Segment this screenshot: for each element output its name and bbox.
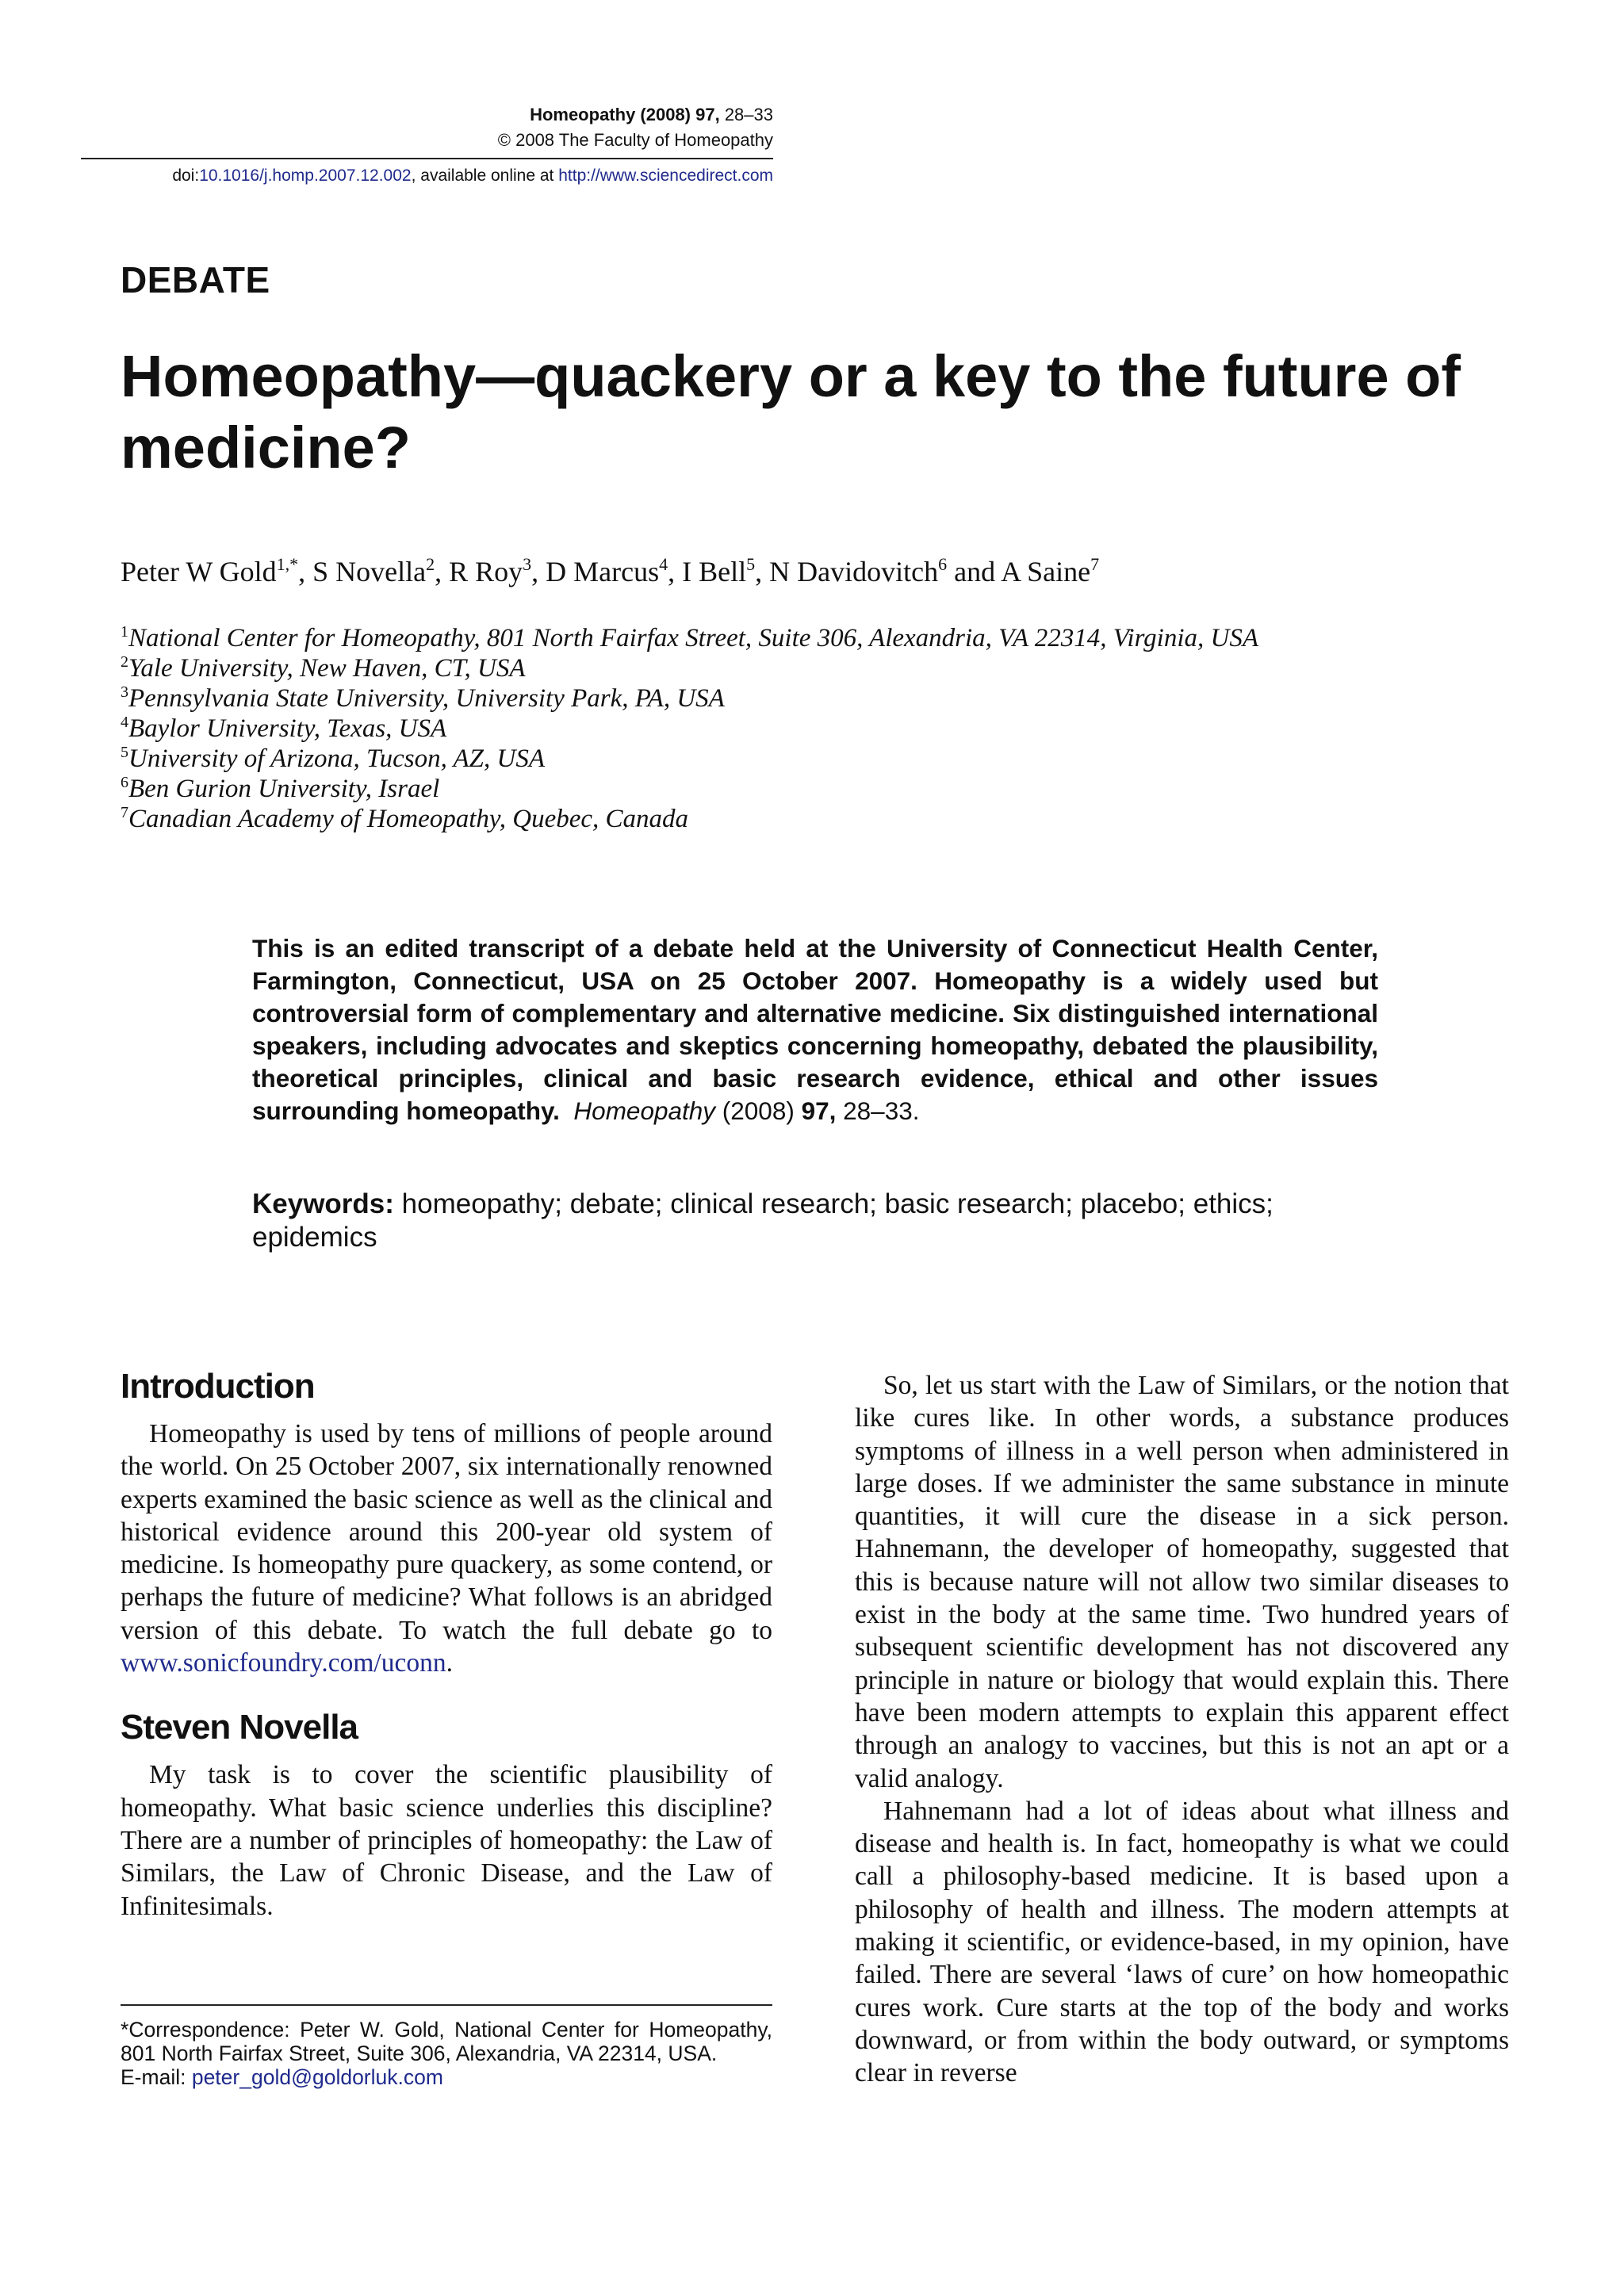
keywords-label: Keywords:: [252, 1188, 394, 1219]
novella-paragraph: My task is to cover the scientific plausibility of homeopathy. What basic science underlies this discipline? There are a number of principles of homeopathy: the Law of Similars, the Law of Chronic Disease, and the Law of Infinitesimals.: [121, 1760, 772, 1921]
affiliation-number: 4: [121, 714, 128, 731]
right-column: [855, 1369, 1509, 2090]
copyright-symbol: ©: [497, 130, 511, 150]
introduction-heading: Introduction: [121, 1367, 315, 1406]
author-affiliation-marker: 7: [1090, 554, 1100, 574]
correspondence-footnote: [121, 2018, 772, 2089]
introduction-paragraph: [121, 1418, 772, 1679]
section-label: DEBATE: [121, 259, 270, 300]
copyright-line: [498, 130, 773, 151]
author-name: S Novella: [312, 556, 427, 587]
affiliation-list: [121, 623, 1258, 834]
affiliation: [121, 774, 1258, 804]
affiliation-text: Ben Gurion University, Israel: [128, 775, 440, 803]
debate-video-link[interactable]: www.sonicfoundry.com/uconn: [121, 1648, 446, 1678]
author-separator: ,: [531, 556, 546, 587]
author-name: Peter W Gold: [121, 556, 277, 587]
email-link[interactable]: peter_gold@goldorluk.com: [191, 2065, 443, 2089]
citation-year: (2008): [715, 1096, 802, 1125]
email-line: [121, 2065, 772, 2089]
affiliation-text: National Center for Homeopathy, 801 North Fairfax Street, Suite 306, Alexandria, VA 22314, Virginia, USA: [128, 624, 1259, 652]
article-title: Homeopathy—quackery or a key to the future of medicine?: [121, 343, 1461, 480]
affiliation-text: Canadian Academy of Homeopathy, Quebec, Canada: [128, 805, 689, 833]
affiliation: [121, 714, 1258, 744]
affiliation-number: 5: [121, 744, 128, 761]
doi-line: [172, 166, 773, 186]
header-rule: [81, 158, 773, 159]
author-separator: ,: [298, 556, 313, 587]
citation-pages: 28–33.: [836, 1096, 920, 1125]
law-of-similars-paragraph: So, let us start with the Law of Similars, or the notion that like cures like. In other words, a substance produces symptoms of illness in a well person when administered in large doses. If we administer the same substance in minute quantities, it will cure the disease in a sick person. Hahnemann, the developer of homeopathy, suggested that this is because nature will not allow two similar diseases to exist in the body at the same time. Two hundred years of subsequent scientific development has not discovered any principle in nature or biology that would explain this. There have been modern attempts to explain this apparent effect through an analogy to vaccines, but this is not an apt or a valid analogy.: [855, 1371, 1509, 1793]
copyright-text: 2008 The Faculty of Homeopathy: [510, 130, 773, 150]
abstract-citation: [573, 1096, 919, 1125]
left-column: [121, 1364, 772, 1923]
journal-volume: Homeopathy (2008) 97,: [530, 105, 720, 124]
author-affiliation-marker: 3: [523, 554, 532, 574]
author-affiliation-marker: 1,*: [276, 554, 299, 574]
hahnemann-paragraph: Hahnemann had a lot of ideas about what illness and disease and health is. In fact, homeopathy is what we could call a philosophy-based medicine. It is based upon a philosophy of health and illness. The modern attempts at making it scientific, or evidence-based, in my opinion, have failed. There are several ‘laws of cure’ on how homeopathic cures work. Cure starts at the top of the body and works downward, or from within the body outward, or symptoms clear in reverse: [855, 1796, 1509, 2088]
novella-heading: Steven Novella: [121, 1708, 358, 1747]
author-separator: ,: [755, 556, 770, 587]
author-affiliation-marker: 6: [938, 554, 948, 574]
author-affiliation-marker: 2: [426, 554, 435, 574]
author-name: N Davidovitch: [769, 556, 939, 587]
citation-journal: Homeopathy: [573, 1096, 716, 1125]
correspondence-text: *Correspondence: Peter W. Gold, National Center for Homeopathy, 801 North Fairfax Street, Suite 306, Alexandria, VA 22314, USA.: [121, 2018, 772, 2065]
journal-pages: 28–33: [719, 105, 773, 124]
citation-volume: 97,: [801, 1096, 837, 1125]
author-affiliation-marker: 5: [746, 554, 756, 574]
affiliation-text: University of Arizona, Tucson, AZ, USA: [128, 744, 545, 773]
affiliation-number: 3: [121, 683, 128, 701]
abstract: [252, 932, 1378, 1127]
affiliation: [121, 804, 1258, 834]
affiliation: [121, 744, 1258, 774]
author-separator: and: [947, 556, 1002, 587]
introduction-end: .: [446, 1648, 453, 1678]
affiliation-number: 7: [121, 804, 128, 821]
available-text: , available online at: [411, 166, 559, 185]
author-name: R Roy: [449, 556, 523, 587]
author-list: [121, 555, 1099, 588]
keywords-text: homeopathy; debate; clinical research; basic research; placebo; ethics; epidemics: [252, 1188, 1274, 1253]
abstract-text: This is an edited transcript of a debate held at the University of Connecticut Health Center, Farmington, Connecticut, USA on 25 October 2007. Homeopathy is a widely used but controversial form of complementary and alternative medicine. Six distinguished international speakers, including advocates and skeptics concerning homeopathy, debated the plausibility, theoretical principles, clinical and basic research evidence, ethical and other issues surrounding homeopathy.: [252, 934, 1378, 1125]
affiliation-text: Pennsylvania State University, University Park, PA, USA: [128, 684, 725, 713]
affiliation-text: Yale University, New Haven, CT, USA: [128, 654, 526, 683]
keywords: [252, 1188, 1378, 1254]
doi-prefix: doi:: [172, 166, 200, 185]
affiliation-number: 2: [121, 653, 128, 671]
affiliation: [121, 623, 1258, 653]
sciencedirect-link[interactable]: http://www.sciencedirect.com: [558, 166, 773, 185]
author-name: A Saine: [1001, 556, 1091, 587]
author-name: I Bell: [682, 556, 747, 587]
introduction-text: Homeopathy is used by tens of millions of people around the world. On 25 October 2007, six internationally renowned experts examined the basic science as well as the clinical and historical evidence around this 200-year old system of medicine. Is homeopathy pure quackery, as some contend, or perhaps the future of medicine? What follows is an abridged version of this debate. To watch the full debate go to: [121, 1419, 772, 1645]
affiliation-text: Baylor University, Texas, USA: [128, 714, 447, 743]
email-label: E-mail:: [121, 2065, 192, 2089]
affiliation: [121, 683, 1258, 714]
affiliation-number: 1: [121, 623, 128, 641]
footnote-rule: [121, 2004, 772, 2006]
doi-link[interactable]: 10.1016/j.homp.2007.12.002: [199, 166, 412, 185]
author-name: D Marcus: [546, 556, 660, 587]
author-separator: ,: [668, 556, 683, 587]
author-affiliation-marker: 4: [659, 554, 668, 574]
affiliation-number: 6: [121, 774, 128, 791]
author-separator: ,: [435, 556, 450, 587]
affiliation: [121, 653, 1258, 683]
journal-reference: [530, 105, 773, 125]
